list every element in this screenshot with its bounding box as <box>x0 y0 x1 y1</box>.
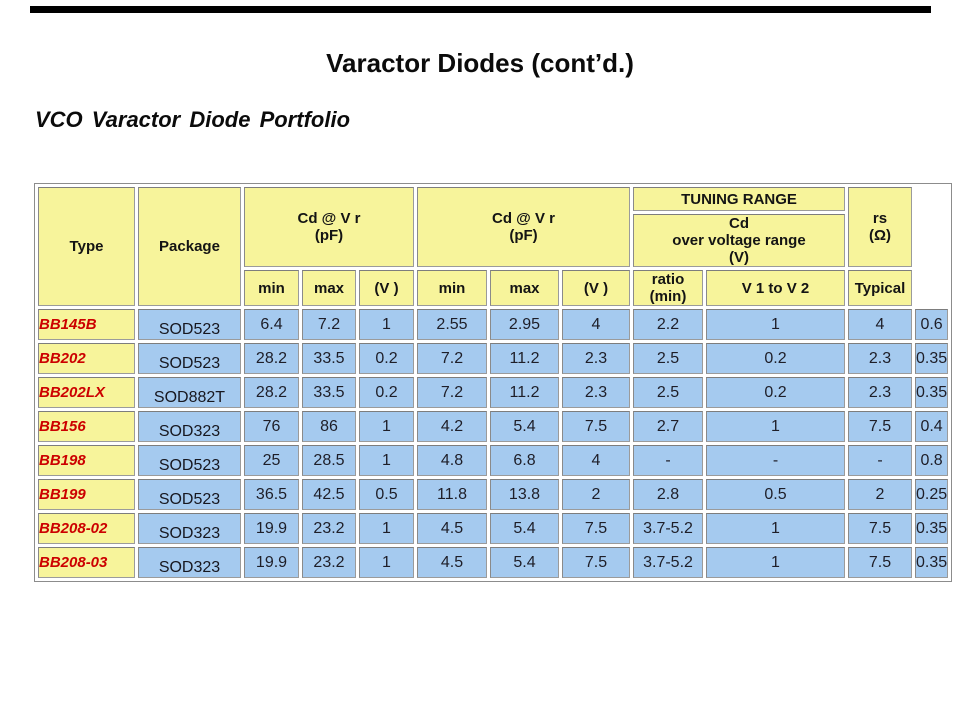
varactor-portfolio-table <box>34 183 952 582</box>
header-min-2: min <box>417 270 487 306</box>
value-cell: 0.2 <box>706 377 845 408</box>
value-cell: 28.2 <box>244 343 299 374</box>
value-cell: 86 <box>302 411 356 442</box>
value-cell: 2.55 <box>417 309 487 340</box>
header-cd-vr-1-line1: Cd @ V r <box>297 210 361 227</box>
table-row <box>38 309 948 340</box>
package-cell: SOD323 <box>138 411 241 442</box>
value-cell: 25 <box>244 445 299 476</box>
value-cell: 0.35 <box>915 547 948 578</box>
value-cell: 4.8 <box>417 445 487 476</box>
value-cell: 7.5 <box>848 513 912 544</box>
value-cell: 2.3 <box>848 343 912 374</box>
value-cell: 4 <box>562 445 630 476</box>
header-type <box>38 187 135 306</box>
header-tuning-range-label: TUNING RANGE <box>681 190 797 208</box>
table-row <box>38 547 948 578</box>
value-cell: - <box>633 445 703 476</box>
header-v-2: (V ) <box>562 270 630 306</box>
top-rule <box>30 6 931 13</box>
table-row <box>38 343 948 374</box>
header-min-1: min <box>244 270 299 306</box>
value-cell: 13.8 <box>490 479 559 510</box>
value-cell: 2.95 <box>490 309 559 340</box>
value-cell: 0.6 <box>915 309 948 340</box>
value-cell: 0.5 <box>359 479 414 510</box>
header-ratio-min <box>633 270 703 306</box>
package-cell: SOD523 <box>138 309 241 340</box>
value-cell: 0.25 <box>915 479 948 510</box>
value-cell: 33.5 <box>302 377 356 408</box>
value-cell: 7.2 <box>302 309 356 340</box>
type-cell: BB208-03 <box>38 547 135 578</box>
value-cell: 4 <box>562 309 630 340</box>
value-cell: 6.4 <box>244 309 299 340</box>
value-cell: 4.2 <box>417 411 487 442</box>
header-typical: Typical <box>848 270 912 306</box>
package-cell: SOD523 <box>138 343 241 374</box>
value-cell: 11.2 <box>490 343 559 374</box>
value-cell: 1 <box>359 411 414 442</box>
value-cell: 7.2 <box>417 343 487 374</box>
value-cell: 4.5 <box>417 547 487 578</box>
header-cd-over-line2: over voltage range <box>672 232 806 249</box>
value-cell: 5.4 <box>490 547 559 578</box>
value-cell: - <box>848 445 912 476</box>
value-cell: 7.5 <box>848 411 912 442</box>
value-cell: 2.8 <box>633 479 703 510</box>
header-max-1: max <box>302 270 356 306</box>
value-cell: - <box>706 445 845 476</box>
value-cell: 0.8 <box>915 445 948 476</box>
value-cell: 0.5 <box>706 479 845 510</box>
value-cell: 33.5 <box>302 343 356 374</box>
value-cell: 0.35 <box>915 377 948 408</box>
value-cell: 1 <box>359 513 414 544</box>
header-ratio-line2: (min) <box>649 288 687 305</box>
value-cell: 2.3 <box>848 377 912 408</box>
header-type-label: Type <box>69 238 104 255</box>
value-cell: 1 <box>706 309 845 340</box>
value-cell: 1 <box>359 445 414 476</box>
value-cell: 19.9 <box>244 513 299 544</box>
package-cell: SOD323 <box>138 513 241 544</box>
header-tuning-range <box>633 187 845 211</box>
value-cell: 7.2 <box>417 377 487 408</box>
header-ratio-line1: ratio <box>651 271 685 288</box>
value-cell: 0.35 <box>915 343 948 374</box>
value-cell: 0.35 <box>915 513 948 544</box>
header-cd-vr-1-line2: (pF) <box>314 227 344 244</box>
header-v-1: (V ) <box>359 270 414 306</box>
type-cell: BB198 <box>38 445 135 476</box>
header-rs <box>848 187 912 267</box>
value-cell: 1 <box>706 513 845 544</box>
value-cell: 1 <box>359 547 414 578</box>
value-cell: 4.5 <box>417 513 487 544</box>
value-cell: 0.2 <box>706 343 845 374</box>
value-cell: 6.8 <box>490 445 559 476</box>
value-cell: 36.5 <box>244 479 299 510</box>
value-cell: 19.9 <box>244 547 299 578</box>
package-cell: SOD523 <box>138 479 241 510</box>
header-cd-over-line3: (V) <box>729 249 749 266</box>
value-cell: 0.4 <box>915 411 948 442</box>
value-cell: 0.2 <box>359 377 414 408</box>
type-cell: BB208-02 <box>38 513 135 544</box>
value-cell: 11.8 <box>417 479 487 510</box>
value-cell: 42.5 <box>302 479 356 510</box>
type-cell: BB202 <box>38 343 135 374</box>
value-cell: 2.2 <box>633 309 703 340</box>
header-package <box>138 187 241 306</box>
header-cd-over-line1: Cd <box>729 215 749 232</box>
header-cd-vr-2 <box>417 187 630 267</box>
value-cell: 11.2 <box>490 377 559 408</box>
type-cell: BB199 <box>38 479 135 510</box>
header-max-2: max <box>490 270 559 306</box>
value-cell: 3.7-5.2 <box>633 547 703 578</box>
type-cell: BB156 <box>38 411 135 442</box>
table-row <box>38 377 948 408</box>
value-cell: 23.2 <box>302 513 356 544</box>
value-cell: 2.3 <box>562 377 630 408</box>
table-row <box>38 411 948 442</box>
value-cell: 5.4 <box>490 513 559 544</box>
header-cd-vr-1 <box>244 187 414 267</box>
type-cell: BB145B <box>38 309 135 340</box>
value-cell: 3.7-5.2 <box>633 513 703 544</box>
header-cd-vr-2-line2: (pF) <box>509 227 538 244</box>
value-cell: 7.5 <box>562 411 630 442</box>
package-cell: SOD523 <box>138 445 241 476</box>
header-rs-line1: rs <box>872 210 888 227</box>
value-cell: 2.5 <box>633 343 703 374</box>
table-row <box>38 513 948 544</box>
value-cell: 1 <box>359 309 414 340</box>
header-package-label: Package <box>159 238 220 255</box>
slide-subtitle: VCO Varactor Diode Portfolio <box>35 107 351 132</box>
value-cell: 2.7 <box>633 411 703 442</box>
slide-title: Varactor Diodes (cont’d.) <box>326 48 634 78</box>
package-cell: SOD882T <box>138 377 241 408</box>
package-cell: SOD323 <box>138 547 241 578</box>
value-cell: 7.5 <box>848 547 912 578</box>
value-cell: 0.2 <box>359 343 414 374</box>
value-cell: 4 <box>848 309 912 340</box>
header-cd-over-voltage-range <box>633 214 845 267</box>
value-cell: 28.5 <box>302 445 356 476</box>
value-cell: 28.2 <box>244 377 299 408</box>
table-row <box>38 479 948 510</box>
header-v1-to-v2: V 1 to V 2 <box>706 270 845 306</box>
table-row <box>38 445 948 476</box>
value-cell: 23.2 <box>302 547 356 578</box>
value-cell: 7.5 <box>562 513 630 544</box>
value-cell: 7.5 <box>562 547 630 578</box>
value-cell: 2 <box>848 479 912 510</box>
value-cell: 1 <box>706 411 845 442</box>
value-cell: 2.3 <box>562 343 630 374</box>
header-cd-vr-2-line1: Cd @ V r <box>492 210 555 227</box>
value-cell: 2.5 <box>633 377 703 408</box>
type-cell: BB202LX <box>38 377 135 408</box>
value-cell: 2 <box>562 479 630 510</box>
value-cell: 1 <box>706 547 845 578</box>
value-cell: 5.4 <box>490 411 559 442</box>
header-rs-line2: (Ω) <box>868 227 892 244</box>
value-cell: 76 <box>244 411 299 442</box>
